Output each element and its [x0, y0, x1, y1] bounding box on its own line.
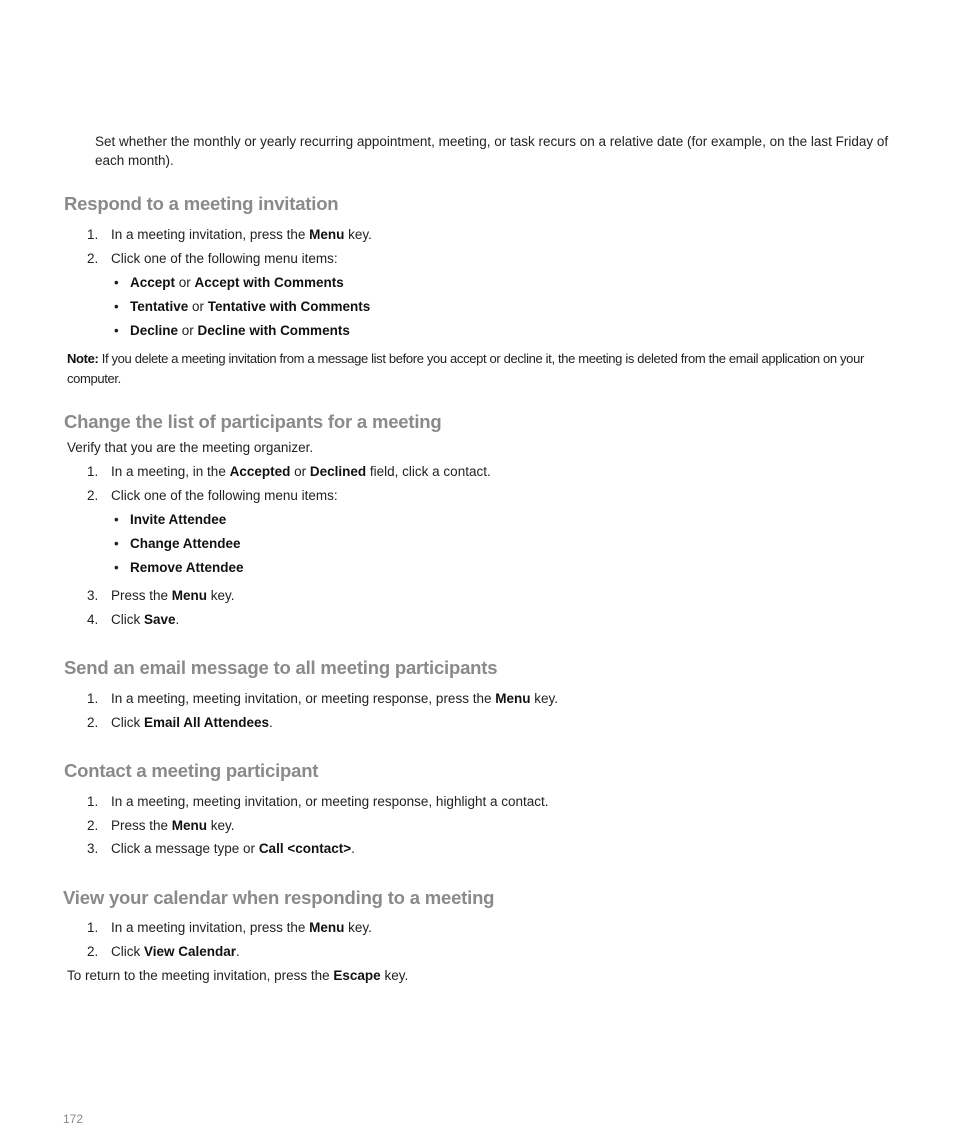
bullet-item: • Tentative or Tentative with Comments	[114, 299, 371, 314]
page-number: 172	[63, 1112, 84, 1126]
note-paragraph: Note: If you delete a meeting invitation from a message list before you accept or decline it, the meeting is deleted from the email application on your computer.	[67, 351, 864, 386]
prerequisite-text: Verify that you are the meeting organizer.	[67, 440, 314, 455]
bullet-item: • Change Attendee	[114, 536, 241, 551]
list-item: 2. Click one of the following menu items:	[87, 488, 338, 503]
heading-contact-participant: Contact a meeting participant	[64, 760, 319, 781]
list-item: 1. In a meeting, in the Accepted or Declined field, click a contact.	[87, 464, 491, 479]
list-item: 2. Click one of the following menu items:	[87, 251, 338, 266]
list-item: 1. In a meeting invitation, press the Menu key.	[87, 227, 372, 242]
bullet-item: • Remove Attendee	[114, 560, 244, 575]
heading-change-participants: Change the list of participants for a meeting	[64, 411, 442, 432]
list-item: 4. Click Save.	[87, 612, 180, 627]
heading-respond-to-invitation: Respond to a meeting invitation	[64, 193, 339, 214]
bullet-item: • Decline or Decline with Comments	[114, 323, 350, 338]
list-item: 2. Press the Menu key.	[87, 818, 235, 833]
intro-paragraph: Set whether the monthly or yearly recurring appointment, meeting, or task recurs on a relative date (for example, on the last Friday of each month).	[95, 134, 889, 168]
heading-send-email-all: Send an email message to all meeting participants	[64, 657, 498, 678]
list-item: 3. Click a message type or Call <contact>.	[87, 841, 355, 856]
list-item: 2. Click View Calendar.	[87, 944, 240, 959]
list-item: 3. Press the Menu key.	[87, 588, 235, 603]
heading-view-calendar: View your calendar when responding to a meeting	[63, 887, 495, 908]
bullet-item: • Invite Attendee	[114, 512, 227, 527]
result-text: To return to the meeting invitation, press the Escape key.	[67, 968, 409, 983]
list-item: 2. Click Email All Attendees.	[87, 715, 273, 730]
list-item: 1. In a meeting, meeting invitation, or meeting response, press the Menu key.	[87, 691, 558, 706]
bullet-item: • Accept or Accept with Comments	[114, 275, 344, 290]
list-item: 1. In a meeting, meeting invitation, or meeting response, highlight a contact.	[87, 794, 549, 809]
list-item: 1. In a meeting invitation, press the Menu key.	[87, 920, 372, 935]
